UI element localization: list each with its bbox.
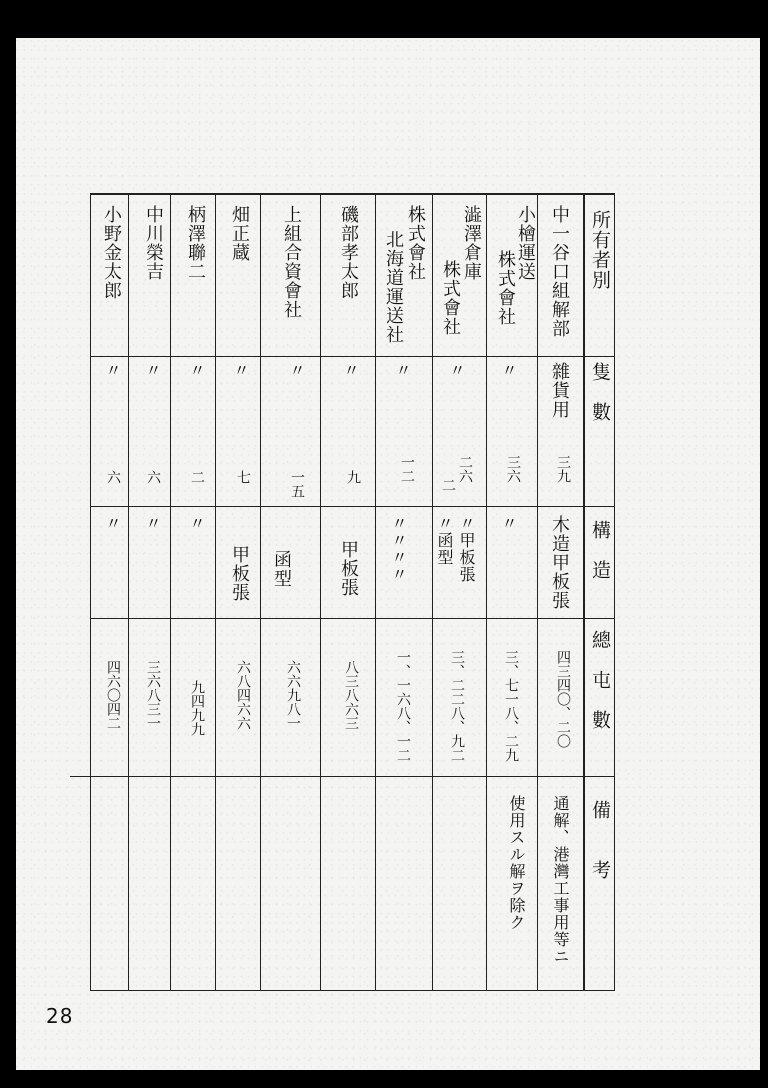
vessel-type: 〃 xyxy=(103,362,122,379)
structure-type: 〃 xyxy=(499,515,518,532)
structure-type: 〃 xyxy=(143,515,162,532)
remarks-line-1: 通解、港灣工事用等ニ xyxy=(551,795,570,965)
vessel-count: 六 xyxy=(105,470,121,484)
header-tonnage: 總 屯 數 xyxy=(589,630,611,730)
column-rule xyxy=(432,193,433,990)
vessel-type: 〃 xyxy=(143,362,162,379)
owner-name: 畑正蔵 xyxy=(229,205,250,262)
structure-type: 〃甲板張 xyxy=(457,515,476,583)
structure-type-2: 〃函型 xyxy=(435,515,454,566)
tonnage-value: 三六八三一 xyxy=(145,660,161,730)
owner-name-line-1: 株式會社 xyxy=(405,205,426,281)
column-rule xyxy=(260,193,261,990)
owner-name: 磯部孝太郎 xyxy=(338,205,359,300)
structure-type: 〃〃〃〃 xyxy=(389,515,408,583)
owner-name-line-2: 北海道運送社 xyxy=(383,230,404,344)
header-remarks: 備 考 xyxy=(589,800,611,880)
vessel-type: 〃 xyxy=(287,362,306,379)
vessel-count-2: 二 xyxy=(440,478,456,492)
header-count: 隻 數 xyxy=(589,362,611,422)
vessel-type: 〃 xyxy=(231,362,250,379)
structure-type: 〃 xyxy=(103,515,122,532)
tonnage-value: 六六九八一 xyxy=(285,660,301,730)
tonnage-value: 三、二二八、九二 xyxy=(449,650,465,762)
header-structure: 構 造 xyxy=(589,520,611,580)
column-rule xyxy=(170,193,171,990)
vessel-type: 〃 xyxy=(341,362,360,379)
tonnage-value: 三、七一八、二九 xyxy=(503,650,519,762)
tonnage-value: 四三四〇、二〇 xyxy=(555,650,571,748)
column-rule xyxy=(614,193,615,990)
vessel-count: 二 xyxy=(189,470,205,484)
vessel-count: 一五 xyxy=(289,470,305,498)
column-rule xyxy=(320,193,321,990)
owner-name: 小野金太郎 xyxy=(101,205,122,300)
tonnage-value: 一、一六八、一二 xyxy=(395,650,411,762)
owner-name: 中川榮吉 xyxy=(143,205,164,281)
vessel-type: 雜貨用 xyxy=(549,362,570,419)
vessel-count: 六 xyxy=(145,470,161,484)
column-rule xyxy=(375,193,376,990)
owner-name: 上組合資會社 xyxy=(281,205,302,319)
vessel-type: 〃 xyxy=(499,362,518,379)
vessel-type: 〃 xyxy=(187,362,206,379)
structure-type: 〃 xyxy=(187,515,206,532)
column-rule xyxy=(128,193,129,990)
vessel-count: 九 xyxy=(345,470,361,484)
tonnage-value: 八三八六三 xyxy=(343,660,359,730)
column-rule xyxy=(537,193,538,990)
owner-name-line-2: 株式會社 xyxy=(495,250,516,326)
owner-name-line-2: 株式會社 xyxy=(440,260,461,336)
column-rule xyxy=(583,193,585,990)
tonnage-value: 四六〇四二 xyxy=(105,660,121,730)
tonnage-value: 九四九九 xyxy=(189,680,205,736)
vessel-count: 三六 xyxy=(505,455,521,483)
tonnage-value: 六八四六六 xyxy=(235,660,251,730)
owner-name: 柄澤聯二 xyxy=(185,205,206,281)
vessel-count: 二六 xyxy=(457,455,473,483)
page-number: 28 xyxy=(46,1004,74,1028)
owner-name-line-1: 澁澤倉庫 xyxy=(461,205,482,281)
structure-type: 甲板張 xyxy=(229,545,250,602)
column-rule xyxy=(215,193,216,990)
vessel-count: 七 xyxy=(235,470,251,484)
header-owner: 所有者別 xyxy=(589,210,611,290)
remarks-line-2: 使用スル解ヲ除ク xyxy=(507,795,526,931)
vessel-type: 〃 xyxy=(393,362,412,379)
structure-type: 函型 xyxy=(271,550,292,588)
structure-type: 木造甲板張 xyxy=(549,515,570,610)
table-bottom-rule xyxy=(90,990,615,991)
owner-name: 中一谷口組解部 xyxy=(549,205,570,338)
structure-type: 甲板張 xyxy=(338,540,359,597)
owner-name-line-1: 小檜運送 xyxy=(515,205,536,281)
vessel-count: 一二 xyxy=(399,455,415,483)
column-rule xyxy=(90,193,91,990)
column-rule xyxy=(486,193,487,990)
vessel-count: 三九 xyxy=(555,455,571,483)
vessel-type: 〃 xyxy=(447,362,466,379)
tonnage-section-rule xyxy=(70,776,615,777)
